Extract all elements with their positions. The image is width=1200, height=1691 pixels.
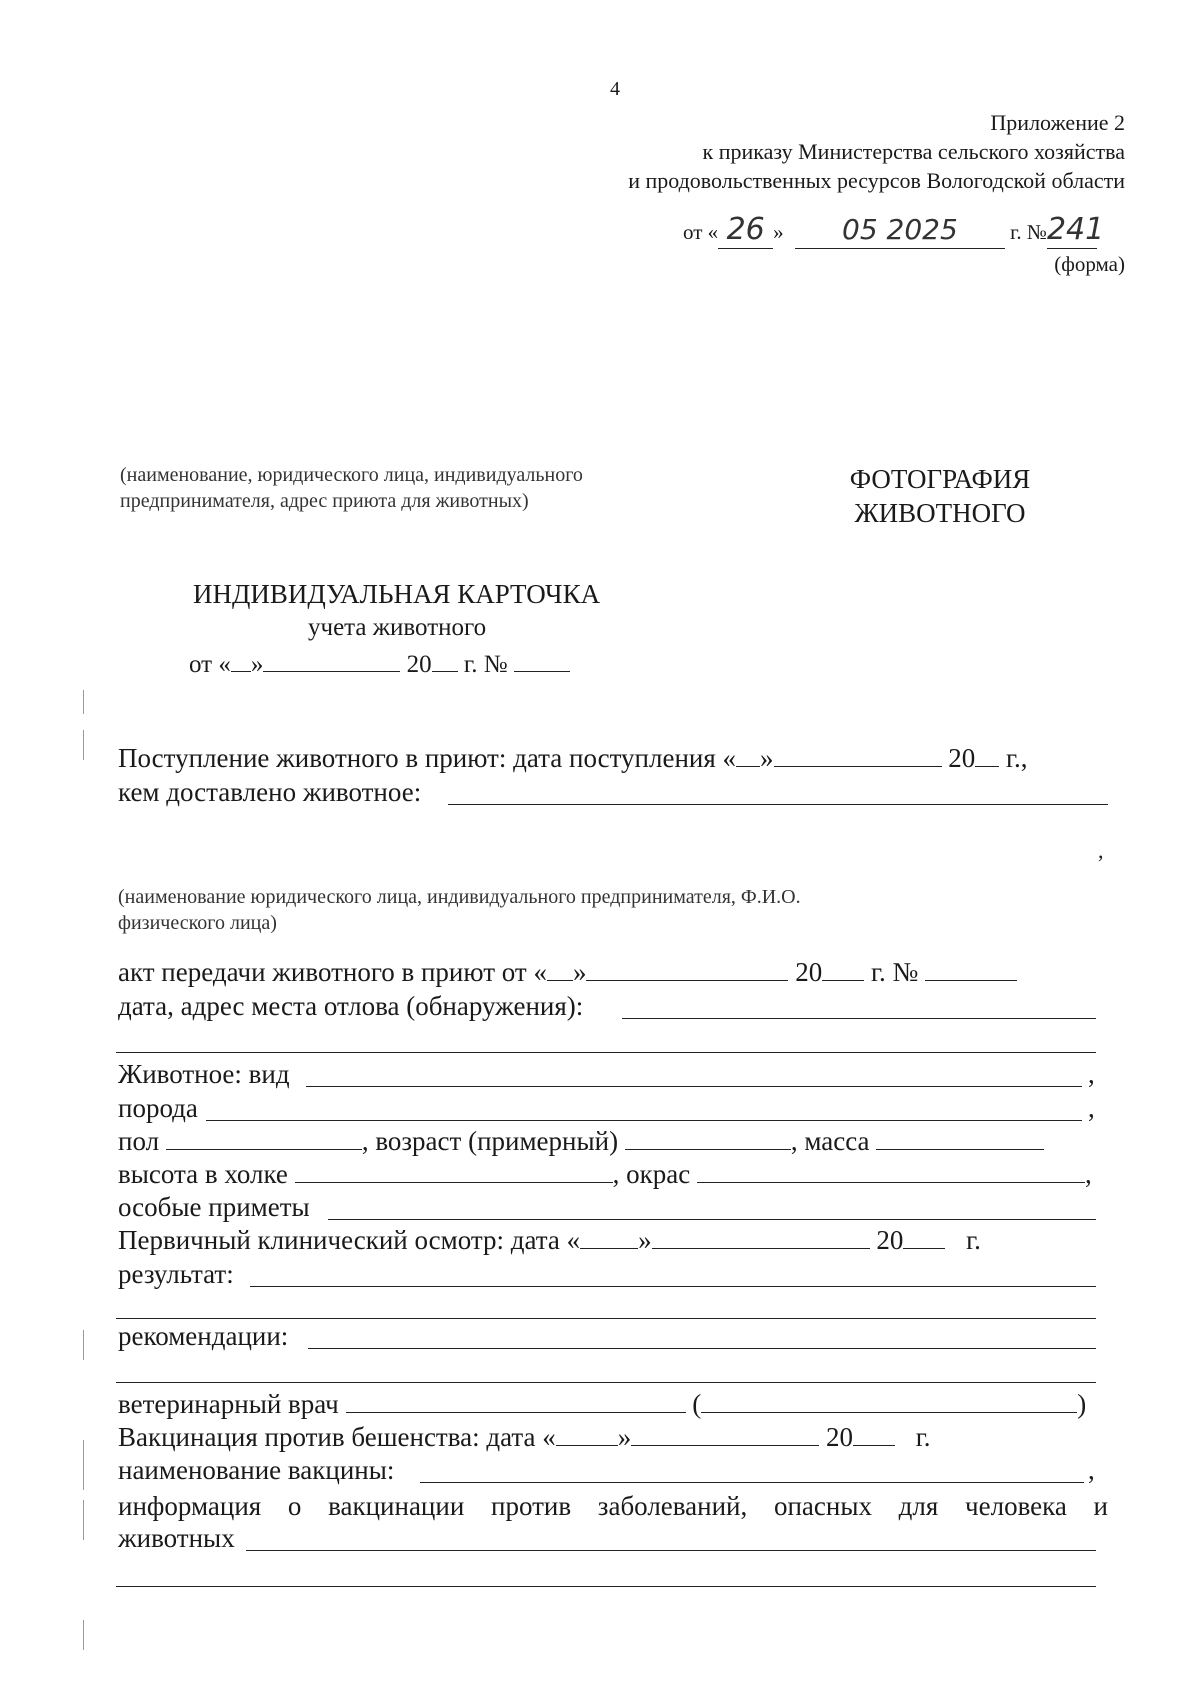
margin-mark — [83, 1500, 84, 1540]
admission-close: » — [760, 743, 774, 773]
admission-day-field[interactable] — [736, 742, 760, 767]
age-field[interactable] — [625, 1125, 791, 1150]
animal-photo-placeholder — [840, 462, 1040, 530]
vet-paren-open: ( — [692, 1389, 702, 1419]
card-year-field[interactable] — [432, 647, 458, 672]
act-label: акт передачи животного в приют от « — [118, 957, 547, 987]
card-month-field[interactable] — [263, 647, 400, 672]
rabies-year-field[interactable] — [853, 1421, 895, 1446]
rabies-line — [118, 1421, 931, 1453]
exam-year-field[interactable] — [903, 1224, 945, 1249]
card-number-label: г. № — [463, 651, 508, 678]
height-color-line — [118, 1158, 1092, 1190]
breed-label: порода — [118, 1093, 198, 1123]
delivered-by-comma: , — [1098, 838, 1104, 863]
exam-close: » — [638, 1225, 652, 1255]
vaccine-name-comma: , — [1088, 1455, 1095, 1485]
act-day-field[interactable] — [547, 956, 573, 981]
result-label: результат: — [118, 1259, 234, 1289]
org-caption-line1: (наименование, юридического лица, индивидуального — [120, 464, 583, 486]
vaccine-name-field[interactable] — [420, 1482, 1084, 1483]
exam-day-field[interactable] — [580, 1224, 638, 1249]
age-label: , возраст (примерный) — [361, 1126, 619, 1156]
other-vaccination-field[interactable] — [246, 1550, 1096, 1551]
exam-year-prefix: 20 — [876, 1225, 904, 1255]
act-month-field[interactable] — [586, 956, 788, 981]
capture-place-field-2[interactable] — [116, 1052, 1096, 1053]
recommendations-field[interactable] — [308, 1348, 1096, 1349]
vet-paren-close: ) — [1077, 1389, 1087, 1419]
margin-mark — [83, 1330, 84, 1360]
admission-month-field[interactable] — [774, 742, 942, 767]
rabies-day-field[interactable] — [556, 1421, 618, 1446]
admission-year-prefix: 20 — [948, 743, 976, 773]
marks-label: особые приметы — [118, 1192, 310, 1222]
rabies-year-suffix: г. — [915, 1422, 931, 1452]
species-comma: , — [1088, 1059, 1095, 1089]
admission-year-field[interactable] — [975, 742, 999, 767]
act-year-prefix: 20 — [795, 957, 823, 987]
org-caption — [120, 462, 583, 514]
exam-line — [118, 1224, 981, 1256]
weight-label: , масса — [790, 1126, 870, 1156]
date-mid: » — [773, 220, 784, 244]
card-title: ИНДИВИДУАЛЬНАЯ КАРТОЧКА — [193, 579, 601, 609]
sex-label: пол — [118, 1126, 160, 1156]
rabies-year-prefix: 20 — [826, 1422, 853, 1452]
appendix-order-line: к приказу Министерства сельского хозяйства — [702, 139, 1125, 164]
sex-age-weight-line — [118, 1125, 1044, 1157]
vet-name-field[interactable] — [701, 1388, 1077, 1413]
act-close: » — [572, 957, 587, 987]
color-field[interactable] — [697, 1158, 1085, 1183]
act-number-label: г. № — [870, 957, 919, 987]
result-field[interactable] — [250, 1286, 1096, 1287]
vet-line — [118, 1388, 1086, 1420]
appendix-ministry-line: и продовольственных ресурсов Вологодской области — [628, 168, 1125, 193]
height-label: высота в холке — [118, 1159, 288, 1189]
order-number: 241 — [1046, 212, 1105, 247]
rabies-month-field[interactable] — [631, 1421, 819, 1446]
recommendations-field-2[interactable] — [116, 1382, 1096, 1383]
appendix-title: Приложение 2 — [990, 110, 1125, 135]
date-prefix: от « — [683, 220, 719, 244]
order-date-line — [683, 212, 1105, 249]
other-vaccination-label: информация о вакцинации против заболеваний, опасных для человека и — [118, 1491, 1108, 1521]
species-field[interactable] — [306, 1086, 1082, 1087]
page-number: 4 — [610, 78, 620, 100]
rabies-close: » — [617, 1422, 632, 1452]
margin-mark — [83, 1620, 84, 1650]
weight-field[interactable] — [876, 1125, 1044, 1150]
vaccine-name-label: наименование вакцины: — [118, 1455, 395, 1485]
recommendations-label: рекомендации: — [118, 1321, 289, 1351]
delivered-by-caption — [118, 884, 801, 936]
exam-month-field[interactable] — [652, 1224, 870, 1249]
card-date-open: от « — [189, 651, 231, 678]
order-day: 26 — [718, 218, 773, 249]
delivered-by-label: кем доставлено животное: — [118, 777, 422, 807]
delivered-by-caption-line2: физического лица) — [118, 912, 277, 934]
admission-line — [118, 742, 1028, 774]
appendix-header — [628, 108, 1125, 195]
card-number-field[interactable] — [514, 647, 570, 672]
color-label: , окрас — [612, 1159, 691, 1189]
admission-year-suffix: г., — [1006, 743, 1028, 773]
other-vaccination-label-2: животных — [118, 1523, 235, 1553]
act-number-field[interactable] — [925, 956, 1017, 981]
vet-signature-field[interactable] — [346, 1388, 686, 1413]
other-vaccination-field-2[interactable] — [116, 1586, 1096, 1587]
org-caption-line2: предпринимателя, адрес приюта для животных) — [120, 490, 529, 512]
admission-label: Поступление животного в приют: дата поступления « — [118, 743, 737, 773]
act-line — [118, 956, 1017, 988]
act-year-field[interactable] — [822, 956, 864, 981]
photo-label-line2: ЖИВОТНОГО — [854, 498, 1026, 528]
form-label: (форма) — [1054, 252, 1125, 276]
card-subtitle: учета животного — [308, 614, 487, 641]
breed-comma: , — [1088, 1093, 1095, 1123]
capture-place-label: дата, адрес места отлова (обнаружения): — [118, 991, 584, 1021]
margin-mark — [83, 730, 84, 760]
exam-year-suffix: г. — [966, 1225, 981, 1255]
delivered-by-caption-line1: (наименование юридического лица, индивидуального предпринимателя, Ф.И.О. — [118, 886, 801, 908]
card-year-prefix: 20 — [406, 651, 432, 678]
rabies-label: Вакцинация против бешенства: дата « — [118, 1422, 556, 1452]
breed-field[interactable] — [206, 1120, 1082, 1121]
capture-place-field[interactable] — [622, 1018, 1096, 1019]
order-month-year: 05 2025 — [795, 218, 1005, 249]
height-field[interactable] — [295, 1158, 613, 1183]
photo-label-line1: ФОТОГРАФИЯ — [849, 464, 1031, 494]
vet-label: ветеринарный врач — [118, 1389, 339, 1419]
exam-label: Первичный клинический осмотр: дата « — [118, 1225, 581, 1255]
card-day-field[interactable] — [231, 647, 251, 672]
color-comma: , — [1085, 1159, 1092, 1189]
species-label: Животное: вид — [118, 1059, 290, 1089]
card-date-close: » — [250, 651, 264, 678]
sex-field[interactable] — [166, 1125, 362, 1150]
delivered-by-field[interactable] — [448, 804, 1108, 805]
date-suffix: г. № — [1010, 220, 1047, 244]
margin-mark — [83, 1440, 84, 1490]
card-date-line — [189, 647, 570, 681]
margin-mark — [83, 690, 84, 714]
marks-field[interactable] — [328, 1219, 1096, 1220]
result-field-2[interactable] — [116, 1318, 1096, 1319]
